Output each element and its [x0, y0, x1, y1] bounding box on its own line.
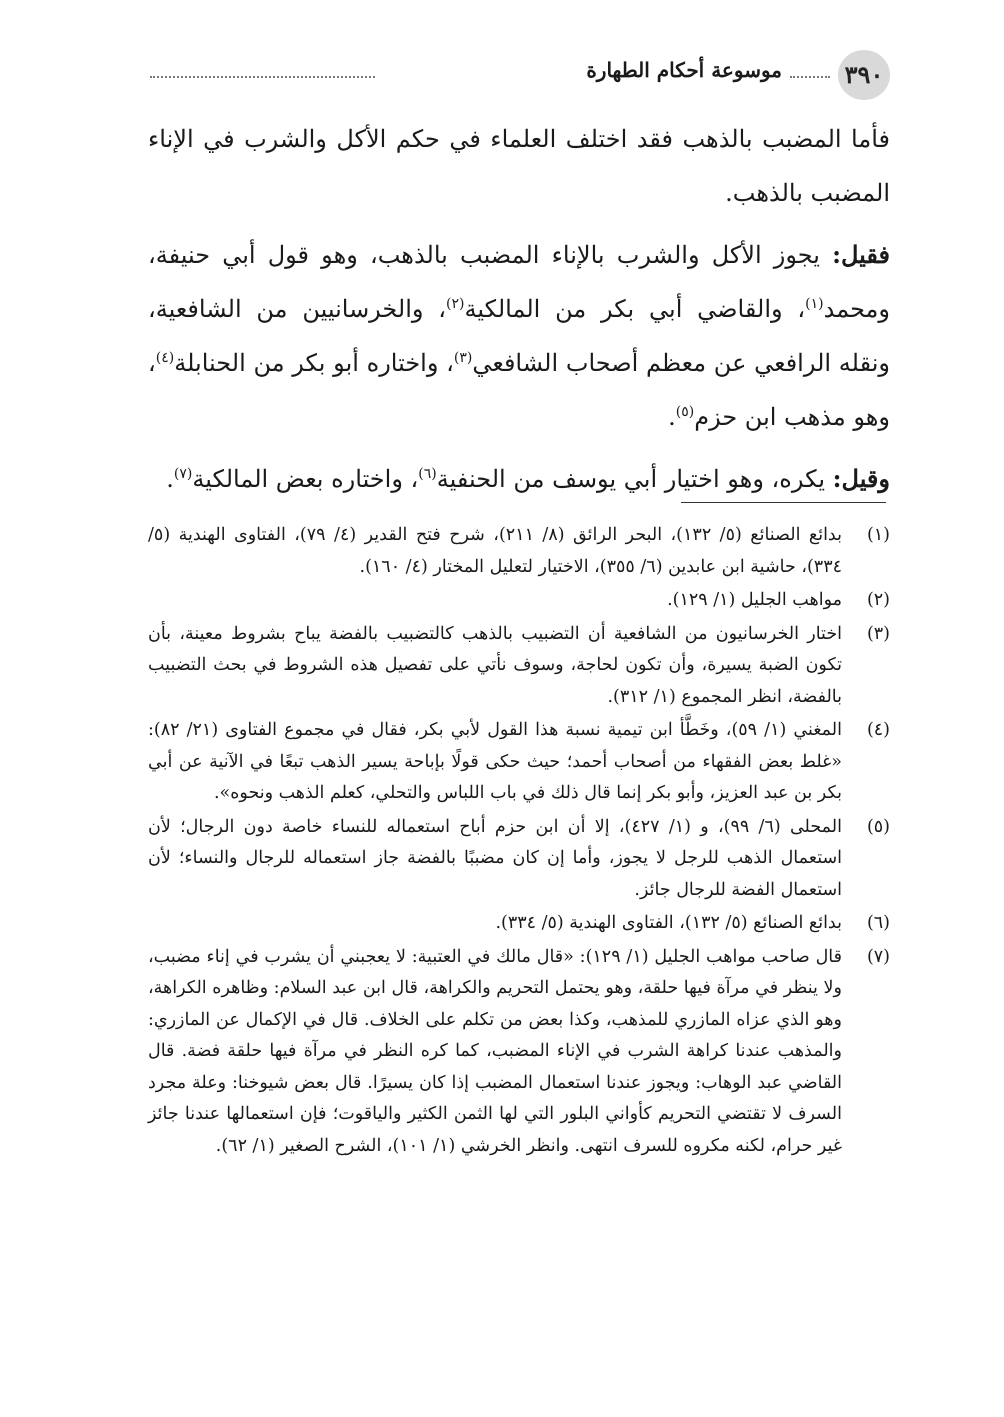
footnote-text: قال صاحب مواهب الجليل (١/ ١٢٩): «قال مالك في العتبية: لا يعجبني أن يشرب في إناء مضبب، ولا ينظر في مرآة فيها حلقة، وهو يحتمل التحريم والكراهة، قال ابن عبد السلام: وظاهره الكراهة، وهو الذي عزاه المازري للمذهب، وكذا بعض من تكلم على الخلاف. قال في الإكمال عن المازري: والمذهب عندنا كراهة الشرب في الإناء المضبب، كما كره النظر في مرآة فيها حلقة فضة. قال القاضي عبد الوهاب: ويجوز عندنا استعمال المضبب إذا كان يسيرًا. قال بعض شيوخنا: وعلة مجرد السرف لا تقتضي التحريم كأواني البلور التي لها الثمن الكثير والياقوت؛ فإن استعمالها عندنا جائز غير حرام، لكنه مكروه للسرف انتهى. وانظر الخرشي (١/ ١٠١)، الشرح الصغير (١/ ٦٢). [148, 946, 842, 1156]
text-run: . [166, 465, 174, 493]
paragraph-2 [148, 228, 890, 444]
footnote-text: المحلى (٦/ ٩٩)، و (١/ ٤٢٧)، إلا أن ابن حزم أباح استعماله للنساء خاصة دون الرجال؛ لأن استعمال الذهب للرجل لا يجوز، وأما إن كان مضببًا بالفضة جاز استعماله للرجال والنساء؛ لأن استعمال الفضة للرجال جائز. [148, 816, 842, 900]
text-run: ، والقاضي أبي بكر من المالكية [464, 295, 806, 323]
footnote-number: (٣) [866, 623, 890, 644]
footnote-text: المغني (١/ ٥٩)، وخَطَّأ ابن تيمية نسبة هذا القول لأبي بكر، فقال في مجموع الفتاوى (٢١/ ٨٢): «غلط بعض الفقهاء من أصحاب أحمد؛ حيث حكى قولًا بإباحة يسير الذهب تبعًا في الآنية عن أبي بكر بن عبد العزيز، وأبو بكر إنما قال ذلك في باب اللباس والتحلي، كعلم الذهب ونحوه». [148, 720, 842, 803]
footnote-item [148, 585, 890, 617]
footnote-ref-6[interactable]: (٦) [418, 466, 437, 482]
text-run: ، واختاره أبو بكر من الحنابلة [174, 349, 454, 377]
footnote-item [148, 715, 890, 810]
footnote-number: (٤) [866, 720, 890, 740]
paragraph-lead-word: فقيل: [832, 240, 891, 269]
text-run: ، واختاره بعض المالكية [192, 465, 419, 493]
paragraph-1: فأما المضبب بالذهب فقد اختلف العلماء في حكم الأكل والشرب في الإناء المضبب بالذهب. [148, 125, 890, 207]
footnote-item [148, 908, 890, 940]
page-header [150, 50, 890, 100]
footnote-number: (٦) [866, 913, 890, 933]
text-run: يكره، وهو اختيار أبي يوسف من الحنفية [436, 465, 833, 493]
footnote-text: بدائع الصنائع (٥/ ١٣٢)، البحر الرائق (٨/ ٢١١)، شرح فتح القدير (٤/ ٧٩)، الفتاوى الهندية (٥/ ٣٣٤)، حاشية ابن عابدين (٦/ ٣٥٥)، الاختيار لتعليل المختار (٤/ ١٦٠). [148, 525, 842, 577]
footnote-item [148, 812, 890, 907]
footnote-ref-7[interactable]: (٧) [173, 466, 193, 482]
footnote-item [148, 619, 890, 714]
footnote-text: اختار الخرسانيون من الشافعية أن التضبيب بالذهب كالتضبيب بالفضة يباح بشروط معينة، بأن تكون الضبة يسيرة، وأن تكون لحاجة، وسوف نأتي على تفصيل هذه الشروط في بحث التضبيب بالفضة، انظر المجموع (١/ ٣١٢). [148, 623, 842, 707]
footnote-text: مواهب الجليل (١/ ١٢٩). [667, 590, 842, 610]
footnote-item [148, 942, 890, 1163]
page-number-badge: ٣٩٠ [838, 50, 890, 100]
footnote-number: (٢) [866, 590, 890, 610]
footnote-number: (٥) [866, 816, 890, 837]
footnote-ref-1[interactable]: (١) [805, 296, 824, 312]
footnote-ref-3[interactable]: (٣) [453, 350, 473, 366]
footnote-text: بدائع الصنائع (٥/ ١٣٢)، الفتاوى الهندية (٥/ ٣٣٤). [495, 913, 842, 933]
footnotes-section [148, 520, 890, 1164]
main-text [148, 112, 890, 514]
text-run: ، وهو مذهب ابن حزم [148, 349, 890, 431]
paragraph-3 [148, 452, 890, 506]
footnote-ref-4[interactable]: (٤) [155, 350, 175, 366]
running-title: موسوعة أحكام الطهارة [586, 58, 782, 82]
footnote-ref-2[interactable]: (٢) [446, 296, 465, 312]
text-run: . [668, 403, 676, 431]
footnote-ref-5[interactable]: (٥) [675, 404, 695, 420]
text-run: ، والخرسانيين من الشافعية، ونقله الرافعي عن معظم أصحاب الشافعي [148, 295, 890, 377]
paragraph-lead-word: وقيل: [832, 464, 890, 493]
footnote-item [148, 520, 890, 583]
text-run: يجوز الأكل والشرب بالإناء المضبب بالذهب، وهو قول أبي حنيفة، ومحمد [148, 241, 891, 323]
footnote-number: (٧) [866, 946, 890, 967]
header-dotted-leader-left [150, 76, 375, 78]
header-dotted-leader-right [790, 76, 830, 78]
footnote-number: (١) [866, 525, 890, 545]
footnote-separator-line [681, 502, 886, 503]
